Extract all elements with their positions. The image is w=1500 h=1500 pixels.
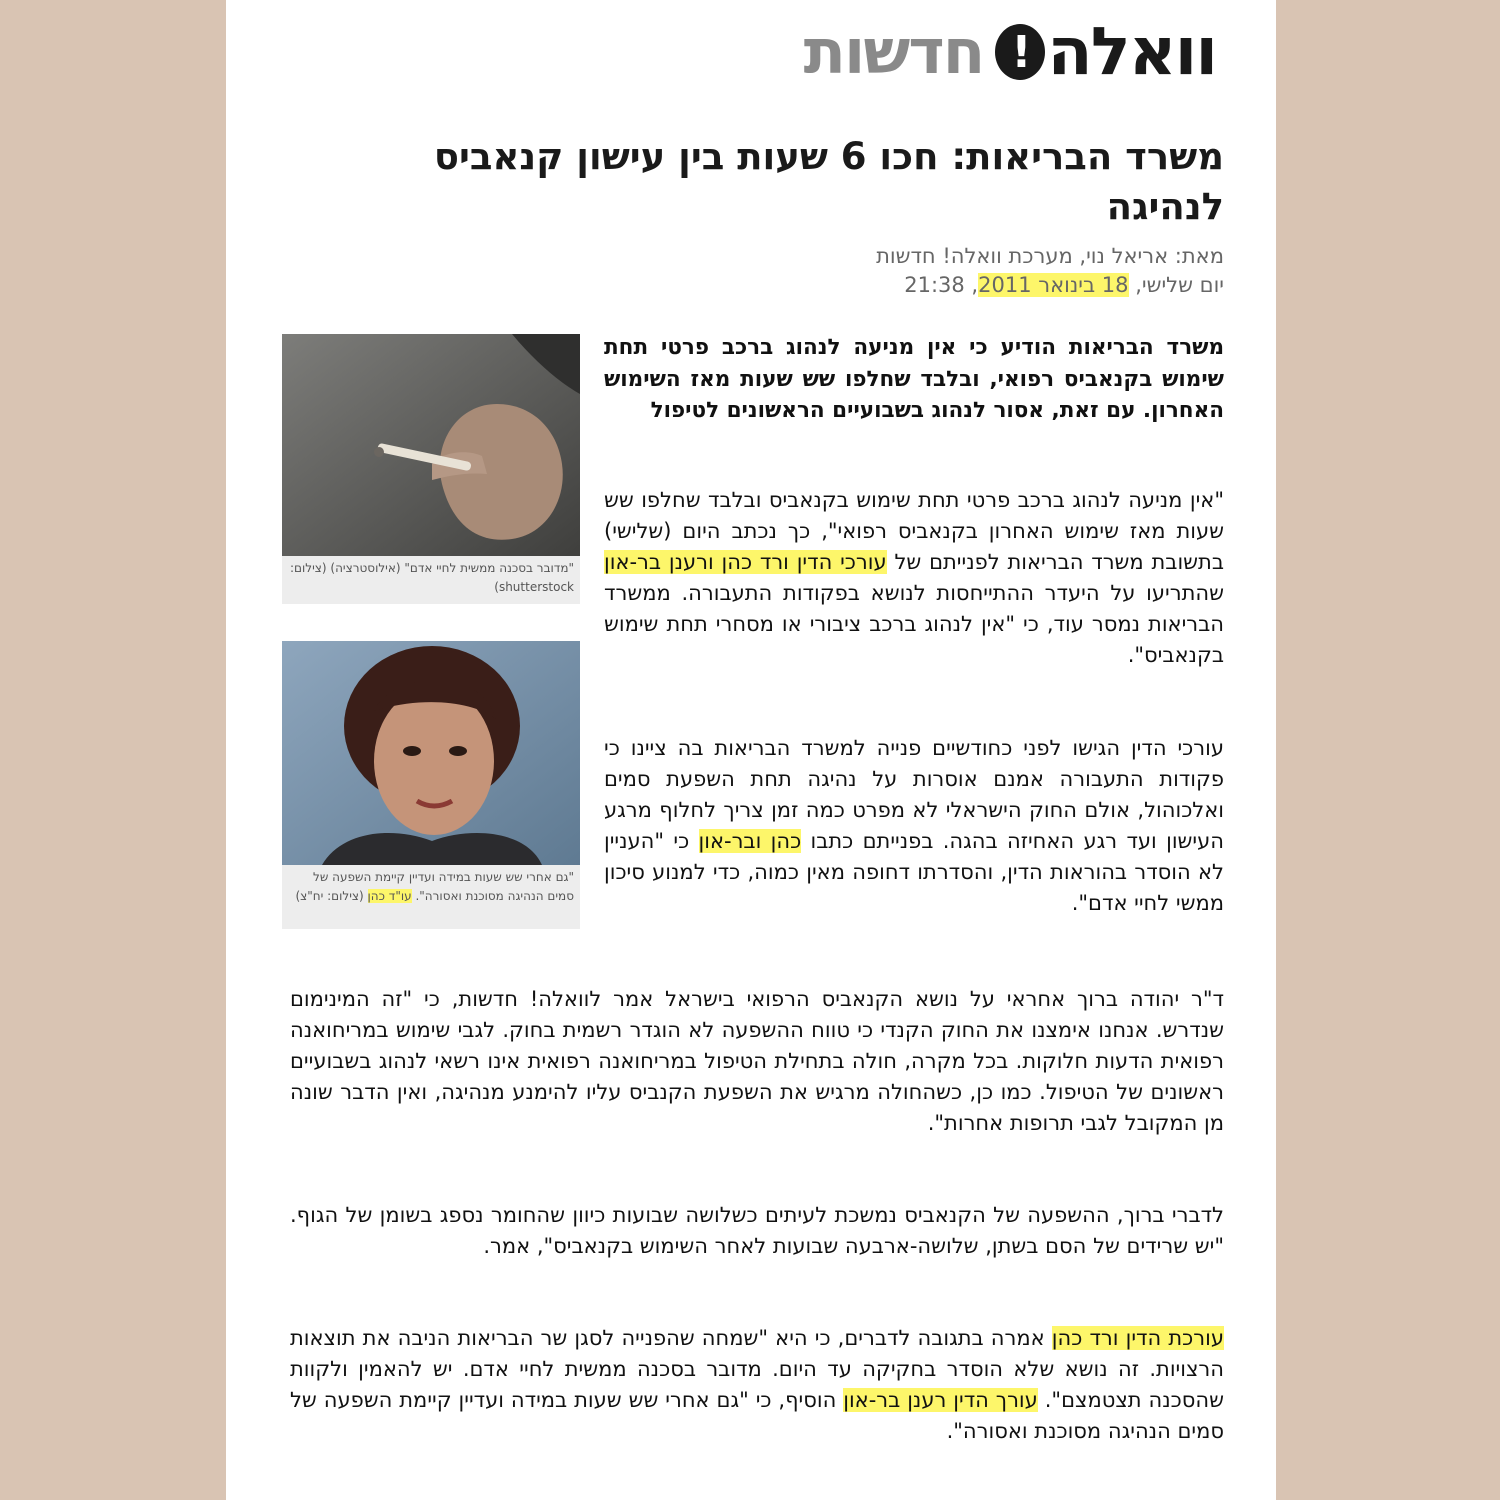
- article-paragraph-4: לדברי ברוך, ההשפעה של הקנאביס נמשכת לעיתים כשלושה שבועות כיוון שהחומר נספג בשומן של הגוף. "יש שרידים של הסם בשתן, שלושה-ארבעה שבועות לאחר השימוש בקנאביס", אמר.: [290, 1203, 1224, 1258]
- figure-hand-joint[interactable]: [282, 334, 580, 604]
- logo-news-text: חדשות: [803, 15, 984, 88]
- paragraph-5-text-b: הוסיף, כי "גם אחרי שש שעות במידה ועדיין קיימת השפעה של סמים הנהיגה מסוכנת ואסורה".: [290, 1388, 1224, 1443]
- article-paragraph-5: [290, 1323, 1224, 1447]
- paragraph-5-highlight-1: עורכת הדין ורד כהן: [1051, 1326, 1224, 1350]
- logo-walla-text: וואלה: [1047, 13, 1216, 90]
- figure-portrait[interactable]: [282, 641, 580, 929]
- figure-1-caption: "מדובר בסכנה ממשית לחיי אדם" (אילוסטרציה) (צילום: shutterstock): [290, 561, 574, 594]
- hand-joint-photo: [282, 334, 580, 556]
- paragraph-2-text-b: כי "העניין לא הוסדר בהוראות הדין, והסדרתו דחופה מאין כמוה, כדי למנוע סיכון ממשי לחיי אדם".: [604, 829, 1224, 915]
- article-page: [226, 0, 1276, 1500]
- figure-2-caption-highlight: עו"ד כהן: [367, 889, 412, 903]
- portrait-photo: [282, 641, 580, 865]
- paragraph-1-text-b: שהתריעו על היעדר ההתייחסות לנושא בפקודות התעבורה. ממשרד הבריאות נמסר עוד, כי "אין לנהוג ברכב ציבורי או מסחרי תחת שימוש בקנאביס".: [604, 581, 1224, 667]
- paragraph-5-highlight-2: עורך הדין רענן בר-און: [843, 1388, 1038, 1412]
- walla-news-logo[interactable]: [736, 14, 1216, 90]
- article-paragraph-2: [604, 733, 1224, 919]
- article-byline: [624, 242, 1224, 300]
- logo-exclamation-icon: !: [995, 24, 1045, 80]
- paragraph-1-text-a: "אין מניעה לנהוג ברכב פרטי תחת שימוש בקנאביס ובלבד שחלפו שש שעות מאז שימוש האחרון בקנאביס רפואי", כך נכתב היום (שלישי) בתשובת משרד הבריאות לפנייתם של: [604, 488, 1224, 574]
- article-paragraph-1: [604, 485, 1224, 671]
- paragraph-1-highlight: עורכי הדין ורד כהן ורענן בר-און: [604, 550, 887, 574]
- byline-time: , 21:38: [904, 273, 979, 297]
- byline-day: יום שלישי,: [1135, 273, 1224, 297]
- figure-2-caption: [282, 865, 580, 906]
- byline-author: מאת: אריאל נוי, מערכת וואלה! חדשות: [876, 244, 1224, 268]
- article-lead: משרד הבריאות הודיע כי אין מניעה לנהוג ברכב פרטי תחת שימוש בקנאביס רפואי, ובלבד שחלפו שש שעות מאז השימוש האחרון. עם זאת, אסור לנהוג בשבועיים הראשונים לטיפול: [604, 335, 1224, 423]
- article-paragraph-3: ד"ר יהודה ברוך אחראי על נושא הקנאביס הרפואי בישראל אמר לוואלה! חדשות, כי "זה המינימום שנדרש. אנחנו אימצנו את החוק הקנדי כי טווח ההשפעה לא הוגדר רשמית בחוק. לגבי שימוש במריחואנה רפואית הדעות חלוקות. בכל מקרה, חולה בתחילת הטיפול במריחואנה רפואית אינו רשאי לנהוג בשבועיים ראשונים של הטיפול. כמו כן, כשהחולה מרגיש את השפעת הקנביס עליו להימנע מנהיגה, ואין הדבר שונה מן המקובל לגבי תרופות אחרות".: [290, 987, 1224, 1135]
- figure-2-caption-text-b: (צילום: יח"צ): [295, 889, 368, 903]
- byline-datetime: [624, 271, 1224, 300]
- figure-2-caption-text-a: "גם אחרי שש שעות במידה ועדיין קיימת השפעה של סמים הנהיגה מסוכנת ואסורה".: [313, 870, 574, 903]
- paragraph-2-highlight: כהן ובר-און: [698, 829, 802, 853]
- paragraph-5-text-a: אמרה בתגובה לדברים, כי היא "שמחה שהפנייה לסגן שר הבריאות הניבה את תוצאות הרצויות. זה נושא שלא הוסדר בחקיקה עד היום. מדובר בסכנה ממשית לחיי אדם. יש להאמין ולקוות שהסכנה תצטמצם".: [290, 1326, 1224, 1412]
- byline-date-highlight: 18 בינואר 2011: [978, 273, 1129, 297]
- article-headline: משרד הבריאות: חכו 6 שעות בין עישון קנאביס לנהיגה: [433, 135, 1224, 228]
- paragraph-2-text-a: עורכי הדין הגישו לפני כחודשיים פנייה למשרד הבריאות בה ציינו כי פקודות התעבורה אמנם אוסרות על נהיגה תחת השפעת סמים ואלכוהול, אולם החוק הישראלי לא מפרט כמה זמן צריך לחלוף מרגע העישון ועד רגע האחיזה בהגה. בפנייתם כתבו: [604, 736, 1224, 853]
